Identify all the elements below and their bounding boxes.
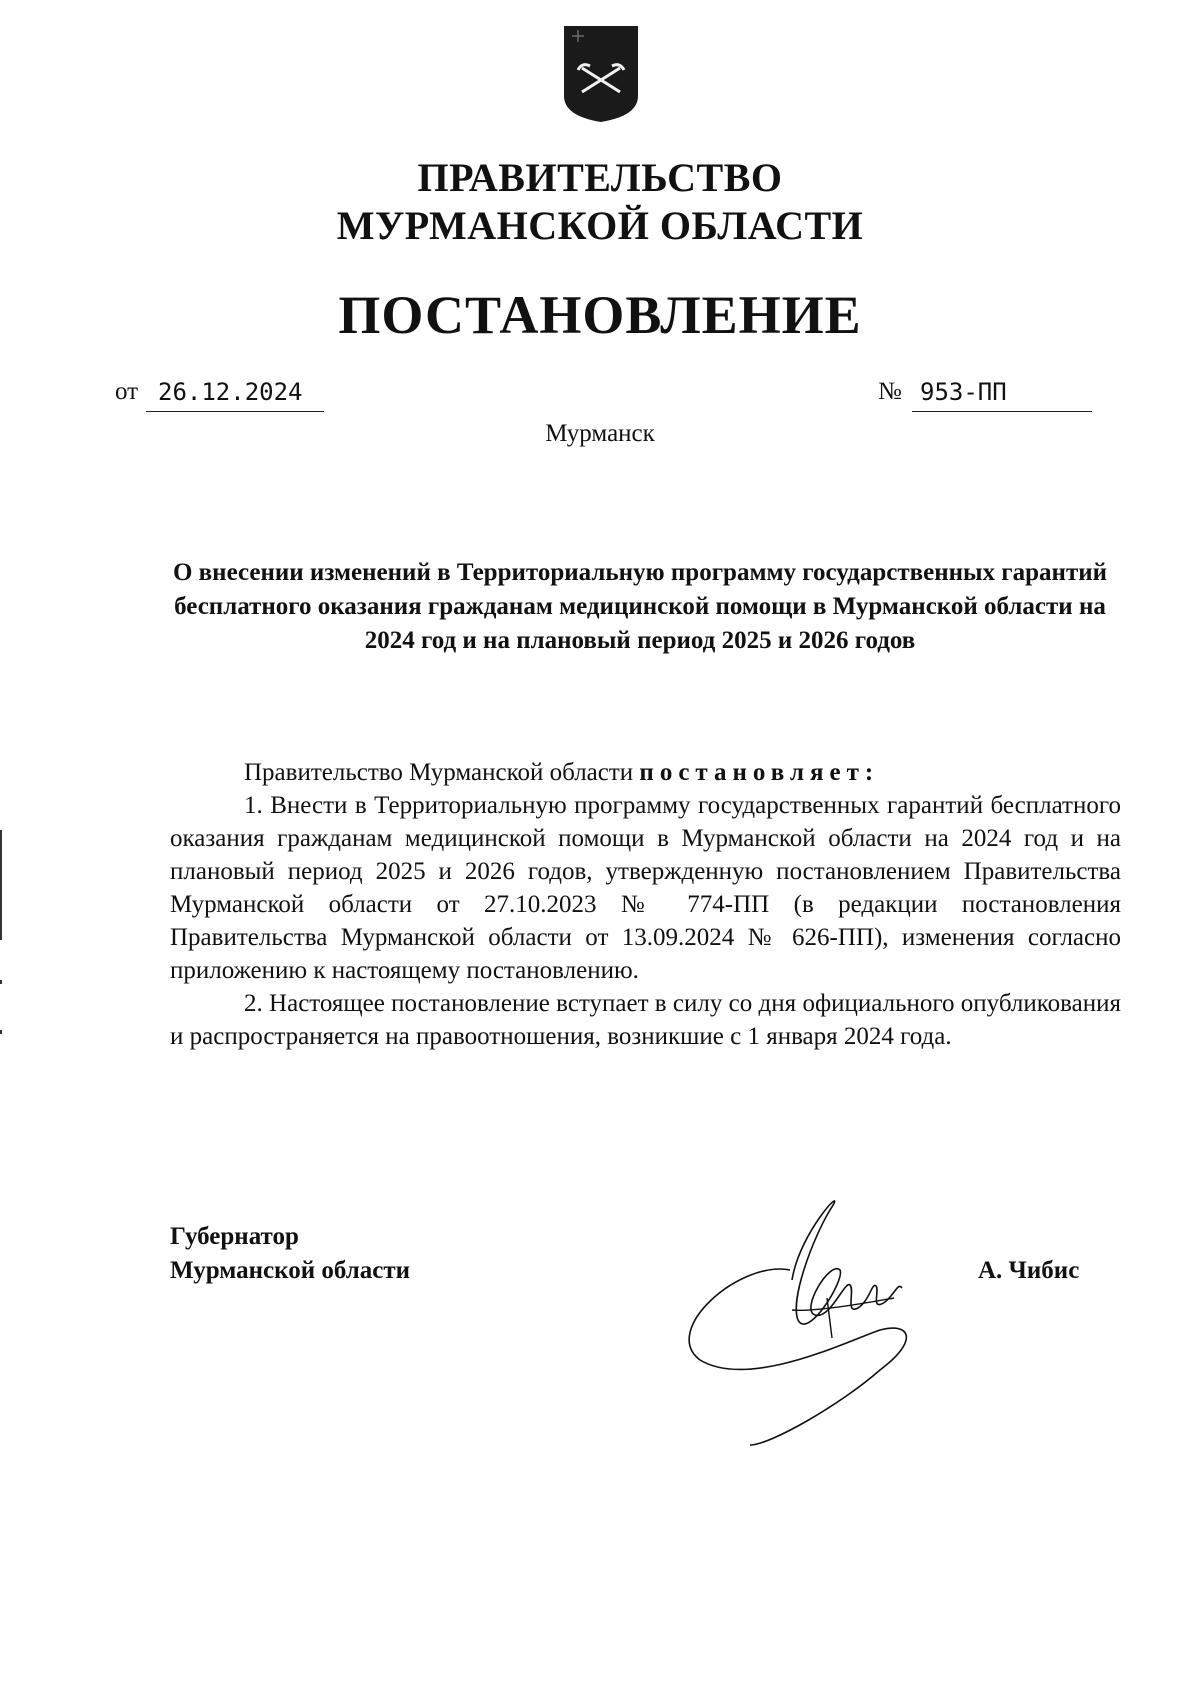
scan-edge-marks <box>0 830 3 1070</box>
document-number: 953-ПП <box>912 378 1092 412</box>
date-number-row <box>0 378 1200 418</box>
preamble <box>170 756 1121 789</box>
preamble-verb: постановляет: <box>639 759 880 786</box>
city: Мурманск <box>545 420 655 447</box>
signer-title-line1: Губернатор <box>170 1223 299 1250</box>
signer-name: А. Чибис <box>978 1257 1080 1284</box>
document-body <box>170 756 1121 1053</box>
signature-icon <box>680 1190 960 1450</box>
document-subject: О внесении изменений в Территориальную программу государственных гарантий бесплатного оказания гражданам медицинской помощи в Мурманской области на 2024 год и на плановый период 2025 и 2026 годов <box>172 559 1108 654</box>
date-prefix: от <box>115 378 139 405</box>
organization-name-line2: МУРМАНСКОЙ ОБЛАСТИ <box>336 203 864 248</box>
organization-name-line1: ПРАВИТЕЛЬСТВО <box>417 155 783 200</box>
item-1: 1. Внести в Территориальную программу государственных гарантий бесплатного оказания гражданам медицинской помощи в Мурманской области на 2024 год и на плановый период 2025 и 2026 годов, утвержденную постановлением Правительства Мурманской области от 27.10.2023 № 774-ПП (в редакции постановления Правительства Мурманской области от 13.09.2024 № 626-ПП), изменения согласно приложению к настоящему постановлению. <box>170 792 1121 984</box>
coat-of-arms-icon <box>562 24 640 124</box>
item-2: 2. Настоящее постановление вступает в силу со дня официального опубликования и распространяется на правоотношения, возникшие с 1 января 2024 года. <box>170 990 1121 1050</box>
document-type: ПОСТАНОВЛЕНИЕ <box>338 285 862 345</box>
preamble-text: Правительство Мурманской области <box>244 759 634 786</box>
signer-title <box>170 1220 410 1288</box>
number-prefix: № <box>878 378 902 405</box>
document-date: 26.12.2024 <box>146 378 324 412</box>
signer-title-line2: Мурманской области <box>170 1257 411 1284</box>
